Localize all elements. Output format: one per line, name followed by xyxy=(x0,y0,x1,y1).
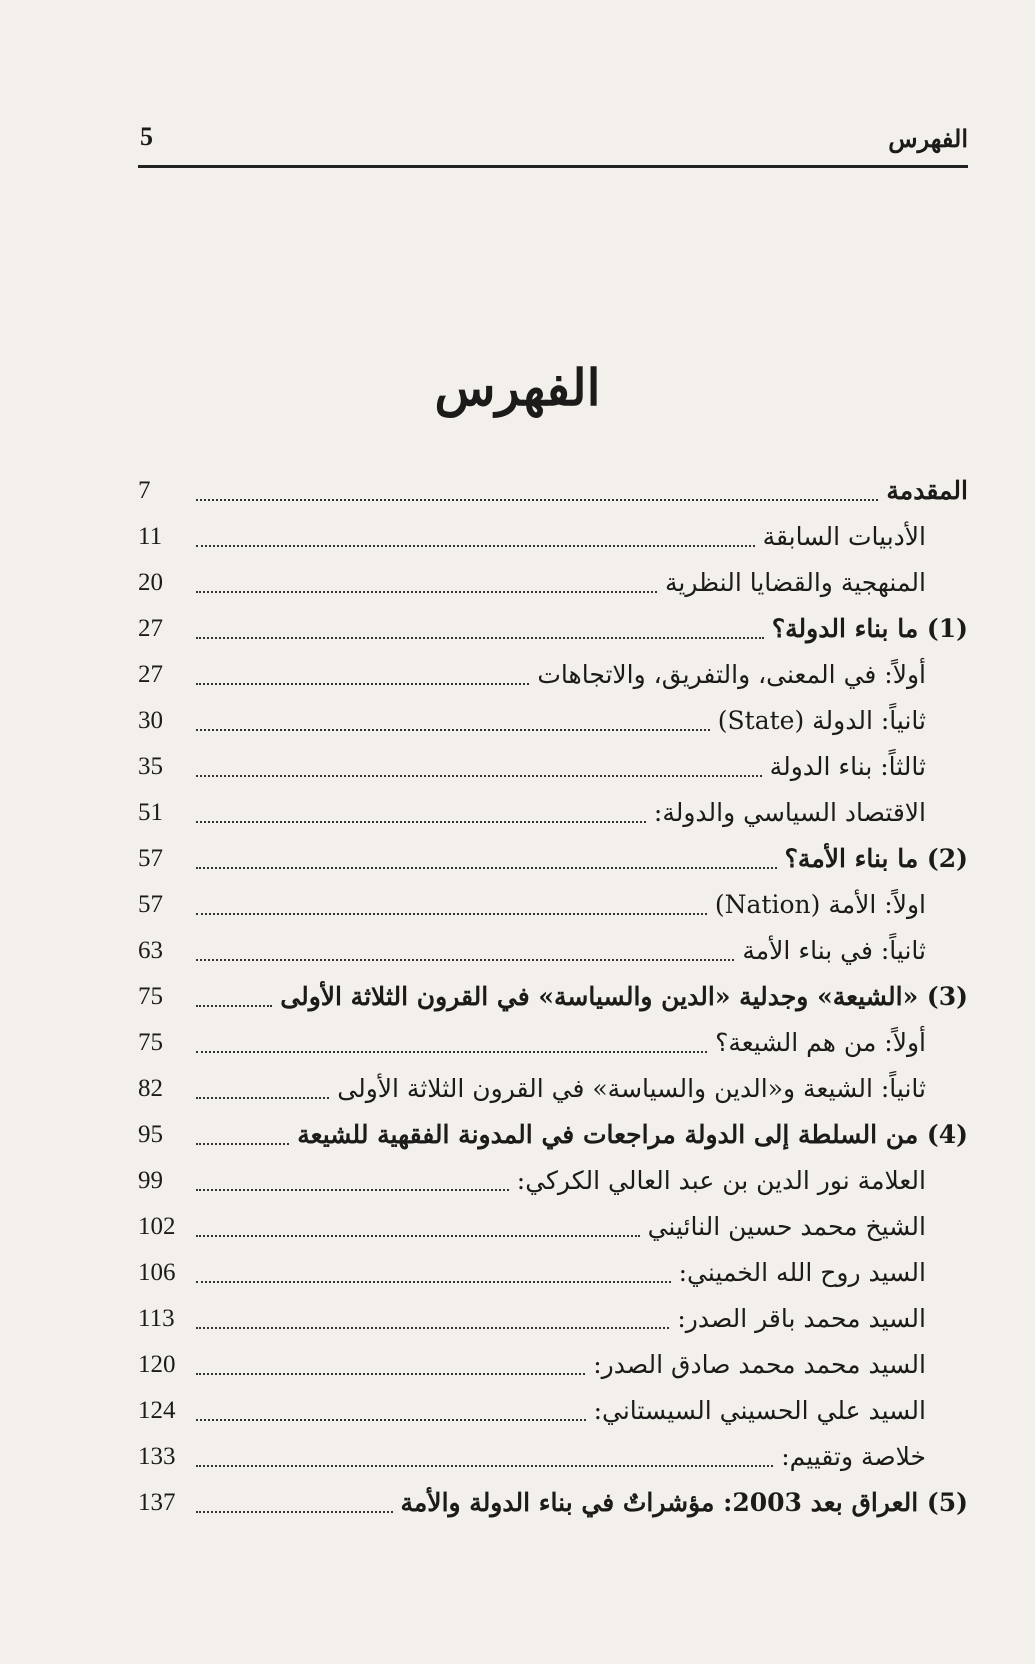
toc-entry xyxy=(138,784,968,830)
toc-entry-page: 124 xyxy=(138,1397,176,1424)
toc-entry-label: ثالثاً: بناء الدولة xyxy=(769,752,926,781)
toc-entry-label: ثانياً: في بناء الأمة xyxy=(742,936,926,965)
toc-entry-label: المقدمة xyxy=(886,476,968,505)
toc-entry-label: (4) من السلطة إلى الدولة مراجعات في المدونة الفقهية للشيعة xyxy=(297,1120,968,1149)
toc-entry-page: 133 xyxy=(138,1443,176,1470)
toc-entry-label: أولاً: في المعنى، والتفريق، والاتجاهات xyxy=(537,660,926,689)
toc-entry-page: 57 xyxy=(138,891,163,918)
toc-entry xyxy=(138,968,968,1014)
toc-entry xyxy=(138,1060,968,1106)
toc-entry xyxy=(138,462,968,508)
toc-dot-leader xyxy=(196,1281,671,1283)
toc-dot-leader xyxy=(196,821,646,823)
toc-entry-page: 75 xyxy=(138,983,163,1010)
toc-entry xyxy=(138,922,968,968)
running-header-title: الفهرس xyxy=(888,124,968,153)
toc-dot-leader xyxy=(196,1327,669,1329)
toc-entry xyxy=(138,1198,968,1244)
toc-entry xyxy=(138,1152,968,1198)
toc-entry xyxy=(138,1014,968,1060)
running-header xyxy=(138,120,968,160)
toc-entry-page: 75 xyxy=(138,1029,163,1056)
toc-entry xyxy=(138,876,968,922)
toc-entry-label: العلامة نور الدين بن عبد العالي الكركي: xyxy=(516,1166,926,1195)
toc-entry xyxy=(138,508,968,554)
toc-entry-page: 102 xyxy=(138,1213,176,1240)
toc-entry-label: (1) ما بناء الدولة؟ xyxy=(771,614,968,643)
toc-entry xyxy=(138,1474,968,1520)
toc-entry-page: 20 xyxy=(138,569,163,596)
toc-entry xyxy=(138,1106,968,1152)
page-title: الفهرس xyxy=(434,358,601,417)
toc-dot-leader xyxy=(196,1097,329,1099)
toc-entry-page: 57 xyxy=(138,845,163,872)
toc-dot-leader xyxy=(196,1235,640,1237)
toc-entry-page: 27 xyxy=(138,615,163,642)
toc-dot-leader xyxy=(196,729,710,731)
toc-entry-page: 51 xyxy=(138,799,163,826)
toc-entry xyxy=(138,600,968,646)
toc-entry-label: (5) العراق بعد 2003: مؤشراتٌ في بناء الدولة والأمة xyxy=(400,1488,968,1517)
toc-dot-leader xyxy=(196,1511,393,1513)
toc-entry xyxy=(138,1428,968,1474)
toc-entry xyxy=(138,1244,968,1290)
toc-entry-page: 113 xyxy=(138,1305,175,1332)
toc-entry-page: 137 xyxy=(138,1489,176,1516)
toc-dot-leader xyxy=(196,499,878,501)
toc-entry xyxy=(138,692,968,738)
toc-entry-label: خلاصة وتقييم: xyxy=(781,1442,926,1471)
toc-entry-page: 82 xyxy=(138,1075,163,1102)
toc-dot-leader xyxy=(196,1373,585,1375)
toc-dot-leader xyxy=(196,1189,509,1191)
toc-entry-label: اولاً: الأمة (Nation) xyxy=(714,890,926,919)
toc-dot-leader xyxy=(196,1005,272,1007)
toc-entry xyxy=(138,554,968,600)
toc-entry-label: الاقتصاد السياسي والدولة: xyxy=(653,798,926,827)
table-of-contents xyxy=(138,462,968,1520)
toc-dot-leader xyxy=(196,1051,707,1053)
toc-entry-label: ثانياً: الدولة (State) xyxy=(717,706,926,735)
toc-entry-page: 63 xyxy=(138,937,163,964)
toc-entry xyxy=(138,830,968,876)
toc-dot-leader xyxy=(196,775,762,777)
toc-dot-leader xyxy=(196,867,777,869)
toc-dot-leader xyxy=(196,545,755,547)
toc-entry-page: 11 xyxy=(138,523,163,550)
toc-entry-label: السيد علي الحسيني السيستاني: xyxy=(593,1396,926,1425)
toc-dot-leader xyxy=(196,683,529,685)
toc-entry xyxy=(138,1290,968,1336)
toc-entry-label: السيد محمد باقر الصدر: xyxy=(677,1304,926,1333)
toc-entry-label: ثانياً: الشيعة و«الدين والسياسة» في القرون الثلاثة الأولى xyxy=(337,1074,926,1103)
toc-entry-page: 27 xyxy=(138,661,163,688)
toc-entry-page: 95 xyxy=(138,1121,163,1148)
toc-dot-leader xyxy=(196,1143,289,1145)
toc-entry-label: أولاً: من هم الشيعة؟ xyxy=(715,1028,926,1057)
toc-entry xyxy=(138,1336,968,1382)
toc-dot-leader xyxy=(196,1465,773,1467)
toc-entry-label: السيد محمد محمد صادق الصدر: xyxy=(593,1350,926,1379)
toc-entry-label: المنهجية والقضايا النظرية xyxy=(665,568,926,597)
toc-entry-page: 30 xyxy=(138,707,163,734)
toc-entry-label: (3) «الشيعة» وجدلية «الدين والسياسة» في القرون الثلاثة الأولى xyxy=(280,982,968,1011)
toc-entry-label: الشيخ محمد حسين النائيني xyxy=(647,1212,926,1241)
toc-dot-leader xyxy=(196,637,764,639)
toc-entry xyxy=(138,1382,968,1428)
toc-entry-page: 120 xyxy=(138,1351,176,1378)
toc-dot-leader xyxy=(196,591,657,593)
running-header-page-number: 5 xyxy=(140,122,153,151)
toc-dot-leader xyxy=(196,1419,586,1421)
toc-dot-leader xyxy=(196,959,734,961)
toc-entry-page: 35 xyxy=(138,753,163,780)
toc-dot-leader xyxy=(196,913,707,915)
toc-entry-page: 7 xyxy=(138,477,151,504)
toc-entry-label: (2) ما بناء الأمة؟ xyxy=(784,844,968,873)
toc-entry-page: 99 xyxy=(138,1167,163,1194)
toc-entry xyxy=(138,738,968,784)
toc-entry xyxy=(138,646,968,692)
toc-entry-label: السيد روح الله الخميني: xyxy=(678,1258,926,1287)
toc-entry-label: الأدبيات السابقة xyxy=(762,522,926,551)
toc-entry-page: 106 xyxy=(138,1259,176,1286)
header-rule xyxy=(138,165,968,168)
